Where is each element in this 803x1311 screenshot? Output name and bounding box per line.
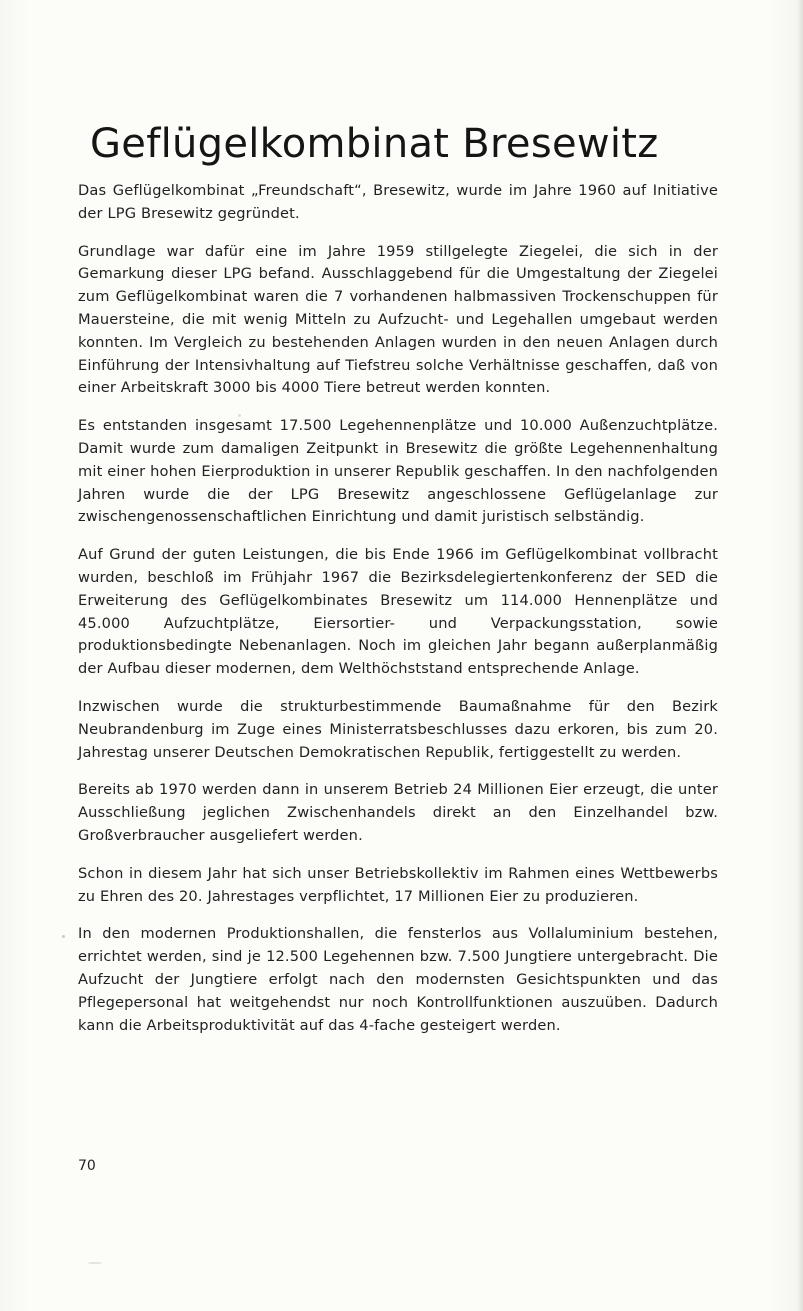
page-edge-shadow: [797, 0, 803, 1311]
paragraph-2: Grundlage war dafür eine im Jahre 1959 stillgelegte Ziegelei, die sich in der Gemarkung dieser LPG befand. Ausschlaggebend für die Umgestaltung der Ziegelei zum Geflügelkombinat waren die 7 vorhandenen halbmassiven Trockenschuppen für Mauersteine, die mit wenig Mitteln zu Aufzucht- und Legehallen umgebaut werden konnten. Im Vergleich zu bestehenden Anlagen wurden in den neuen Anlagen durch Einführung der Intensivhaltung auf Tiefstreu solche Verhältnisse geschaffen, daß von einer Arbeitskraft 3000 bis 4000 Tiere betreut werden konnten.: [78, 242, 718, 397]
paragraph-6: Bereits ab 1970 werden dann in unserem Betrieb 24 Millionen Eier erzeugt, die unter Ausschließung jeglichen Zwischenhandels direkt an den Einzelhandel bzw. Großverbraucher ausgeliefert werden.: [78, 781, 718, 844]
paragraph-7: Schon in diesem Jahr hat sich unser Betriebskollektiv im Rahmen eines Wettbewerbs zu Ehren des 20. Jahrestages verpflichtet, 17 Millionen Eier zu produzieren.: [78, 864, 718, 905]
paragraph-5: Inzwischen wurde die strukturbestimmende Baumaßnahme für den Bezirk Neubrandenburg im Zuge eines Ministerratsbeschlusses dazu erkoren, bis zum 20. Jahrestag unserer Deutschen Demokratischen Republik, fertiggestellt zu werden.: [78, 697, 718, 761]
paper-speck: [88, 1262, 102, 1264]
paragraph-1: Das Geflügelkombinat „Freundschaft“, Bresewitz, wurde im Jahre 1960 auf Initiative der LPG Bresewitz gegründet.: [78, 182, 718, 222]
paper-speck: [238, 414, 241, 417]
paragraph-4: Auf Grund der guten Leistungen, die bis Ende 1966 im Geflügelkombinat vollbracht wurden, beschloß im Frühjahr 1967 die Bezirksdelegiertenkonferenz der SED die Erweiterung des Geflügelkombinates Bresewitz um 114.000 Hennenplätze und 45.000 Aufzuchtplätze, Eiersortier- und Verpackungsstation, sowie produktionsbedingte Nebenanlagen. Noch im gleichen Jahr begann außerplanmäßig der Aufbau dieser modernen, dem Welthöchststand entsprechende Anlage.: [78, 546, 718, 678]
paragraph-3: Es entstanden insgesamt 17.500 Legehennenplätze und 10.000 Außenzuchtplätze. Damit wurde zum damaligen Zeitpunkt in Bresewitz die größte Legehennenhaltung mit einer hohen Eierproduktion in unserer Republik geschaffen. In den nachfolgenden Jahren wurde die der LPG Bresewitz angeschlossene Geflügelanlage zur zwischengenossenschaftlichen Einrichtung und damit juristisch selbständig.: [78, 417, 718, 526]
paper-speck: [62, 935, 65, 938]
paragraph-8: In den modernen Produktionshallen, die fensterlos aus Vollaluminium bestehen, errichtet werden, sind je 12.500 Legehennen bzw. 7.500 Jungtiere untergebracht. Die Aufzucht der Jungtiere erfolgt nach den modernsten Gesichtspunkten und das Pflegepersonal hat weitgehendst nur noch Kontrollfunktionen auszuüben. Dadurch kann die Arbeitsproduktivität auf das 4-fache gesteigert werden.: [78, 925, 718, 1034]
page-title: Geflügelkombinat Bresewitz: [90, 121, 659, 167]
body-text: [78, 180, 718, 1052]
page-number: 70: [78, 1158, 96, 1174]
